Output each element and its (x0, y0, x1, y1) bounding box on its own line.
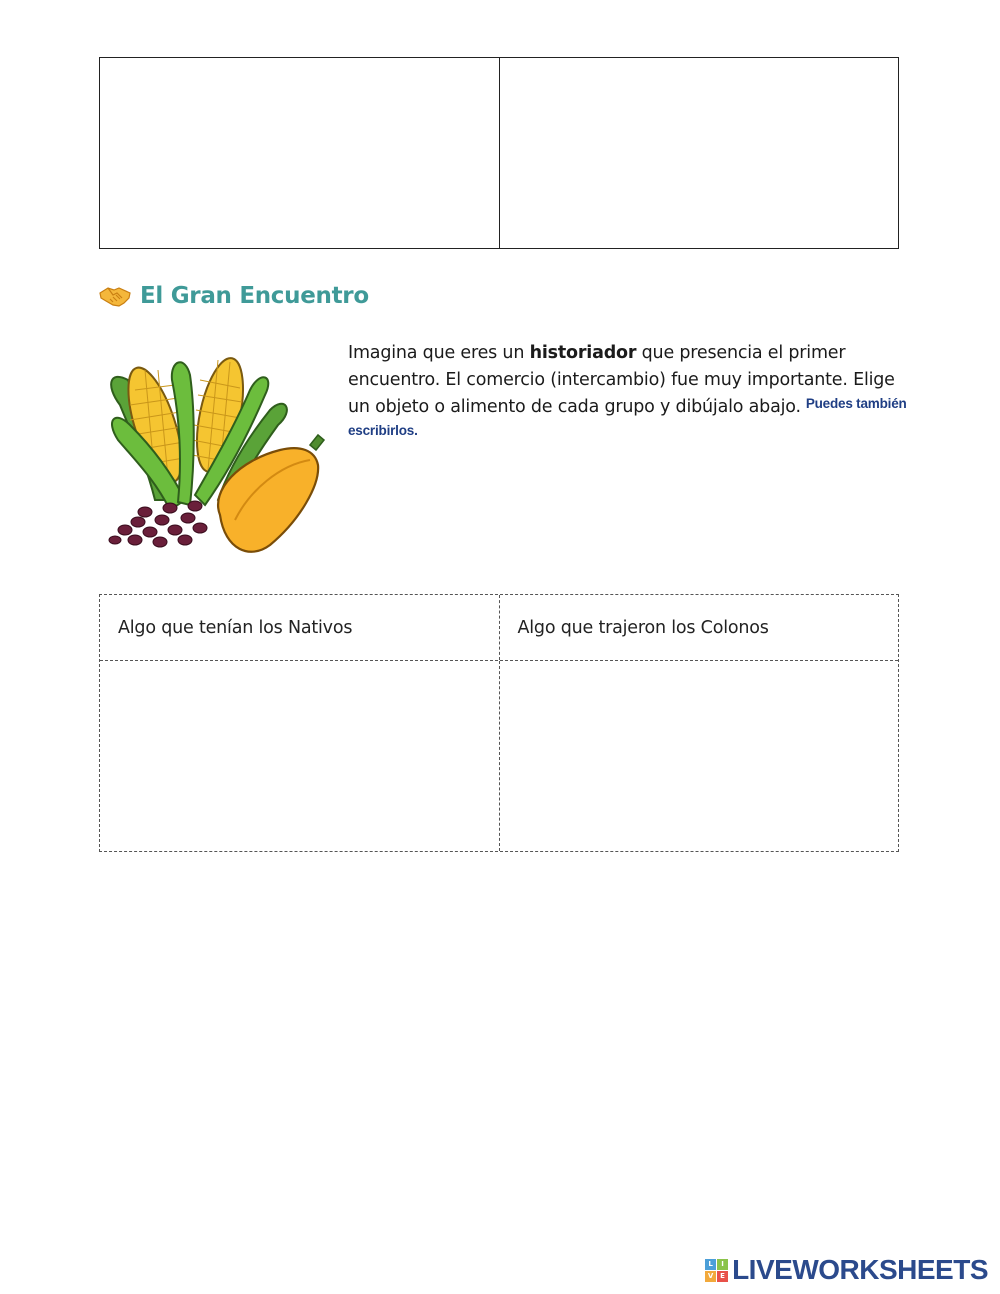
trade-table (99, 594, 899, 852)
top-answer-cell-right[interactable] (499, 58, 899, 248)
instructions-text-1: Imagina que eres un (348, 343, 530, 363)
top-answer-input-left[interactable] (100, 58, 499, 248)
corn-beans-squash-illustration (100, 350, 325, 562)
logo-letter-i: I (717, 1259, 728, 1270)
trade-table-body-row (100, 661, 898, 851)
logo-letter-l: L (705, 1259, 716, 1270)
instructions-note: Puedes también escribirlos. (348, 396, 907, 438)
logo-letter-v: V (705, 1271, 716, 1282)
top-answer-table (99, 57, 899, 249)
colonists-answer-input[interactable] (500, 661, 899, 851)
section-title: El Gran Encuentro (140, 283, 369, 309)
liveworksheets-logo (705, 1254, 988, 1286)
trade-table-header-colonists: Algo que trajeron los Colonos (499, 595, 899, 660)
trade-table-header-natives: Algo que tenían los Nativos (118, 617, 353, 638)
trade-table-cell-natives[interactable] (100, 661, 499, 851)
liveworksheets-logo-icon (705, 1259, 728, 1282)
instructions-bold-word: historiador (529, 343, 637, 363)
top-answer-input-right[interactable] (500, 58, 899, 248)
trade-table-header-row (100, 595, 898, 661)
logo-letter-e: E (717, 1271, 728, 1282)
natives-answer-input[interactable] (100, 661, 499, 851)
handshake-icon (99, 284, 131, 308)
instructions-text-2: que presencia el primer encuentro. El comercio (intercambio) fue muy importante. Elige un objeto o alimento de cada grupo y dibújalo abajo. (348, 343, 895, 417)
top-answer-cell-left[interactable] (100, 58, 499, 248)
liveworksheets-wordmark: LIVEWORKSHEETS (732, 1254, 988, 1285)
trade-table-cell-colonists[interactable] (499, 661, 899, 851)
section-heading (99, 280, 369, 312)
instructions-paragraph (348, 340, 908, 448)
